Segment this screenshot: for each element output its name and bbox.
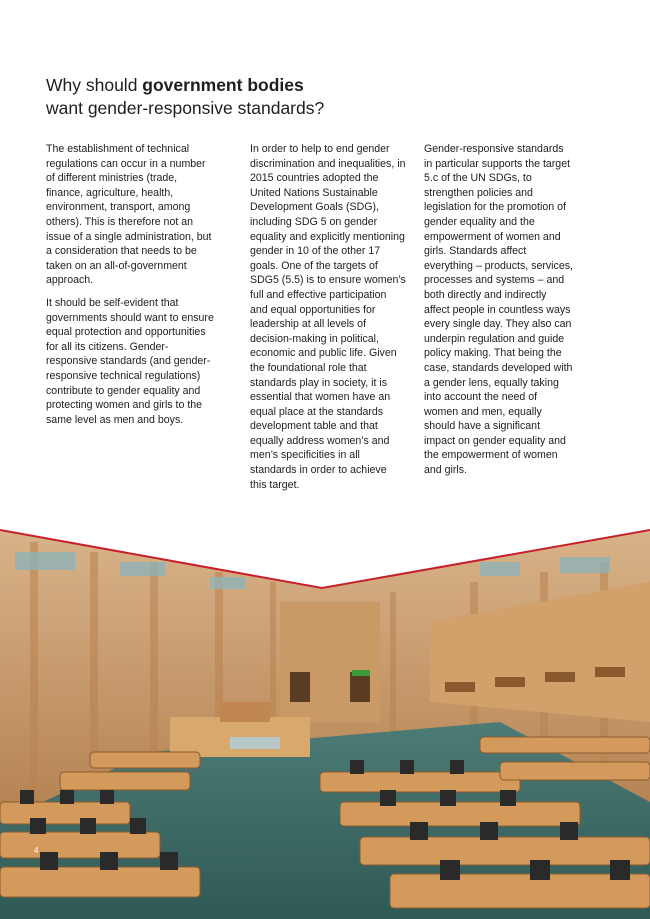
paragraph: The establishment of technical regulations can occur in a number of different ministries (trade, finance, agriculture, health, environment, transport, among others). This is therefore not an issue of a single administration, but a consideration that needs to be taken on an all-of-government approach. [46, 143, 212, 287]
parliament-chamber-photo [0, 522, 650, 919]
heading-prefix: Why should [46, 75, 143, 95]
paragraph: Gender-responsive standards in particular supports the target 5.c of the UN SDGs, to strengthen policies and legislation for the promotion of gender equality and the empowerment of women and girls. Standards affect everything – products, services, processes and systems – and both directly and indirectly affect people in countless ways every single day. They also can underpin regulation and guide policy making. That being the case, standards developed with a gender lens, equally taking into account the need of women and men, equally should have a significant impact on gender equality and the empowerment of women and girls. [424, 143, 573, 477]
page-number: 4 [34, 846, 39, 855]
text-column-2 [250, 142, 406, 500]
page-heading [46, 74, 566, 120]
text-column-3 [424, 142, 574, 486]
paragraph: In order to help to end gender discrimination and inequalities, in 2015 countries adopted the United Nations Sustainable Development Goals (SDG), including SDG 5 on gender equality and explicitly mentioning gender in 10 of the other 17 goals. One of the targets of SDG5 (5.5) is to ensure women’s full and effective participation and equal opportunities for leadership at all levels of decision-making in political, economic and public life. Given the foundational role that standards play in society, it is essential that women have an equal place at the standards development table and that equally address women’s and men’s specificities in all standards in order to achieve this target. [250, 143, 406, 491]
text-column-1 [46, 142, 214, 435]
paragraph: It should be self-evident that governments should want to ensure equal protection and opportunities for all its citizens. Gender-responsive standards (and gender-responsive technical regulations) contribute to gender equality and protecting women and girls to the same level as men and boys. [46, 296, 214, 426]
heading-bold: government bodies [142, 75, 304, 95]
heading-line2: want gender-responsive standards? [46, 98, 325, 118]
chamber-illustration [0, 522, 650, 919]
